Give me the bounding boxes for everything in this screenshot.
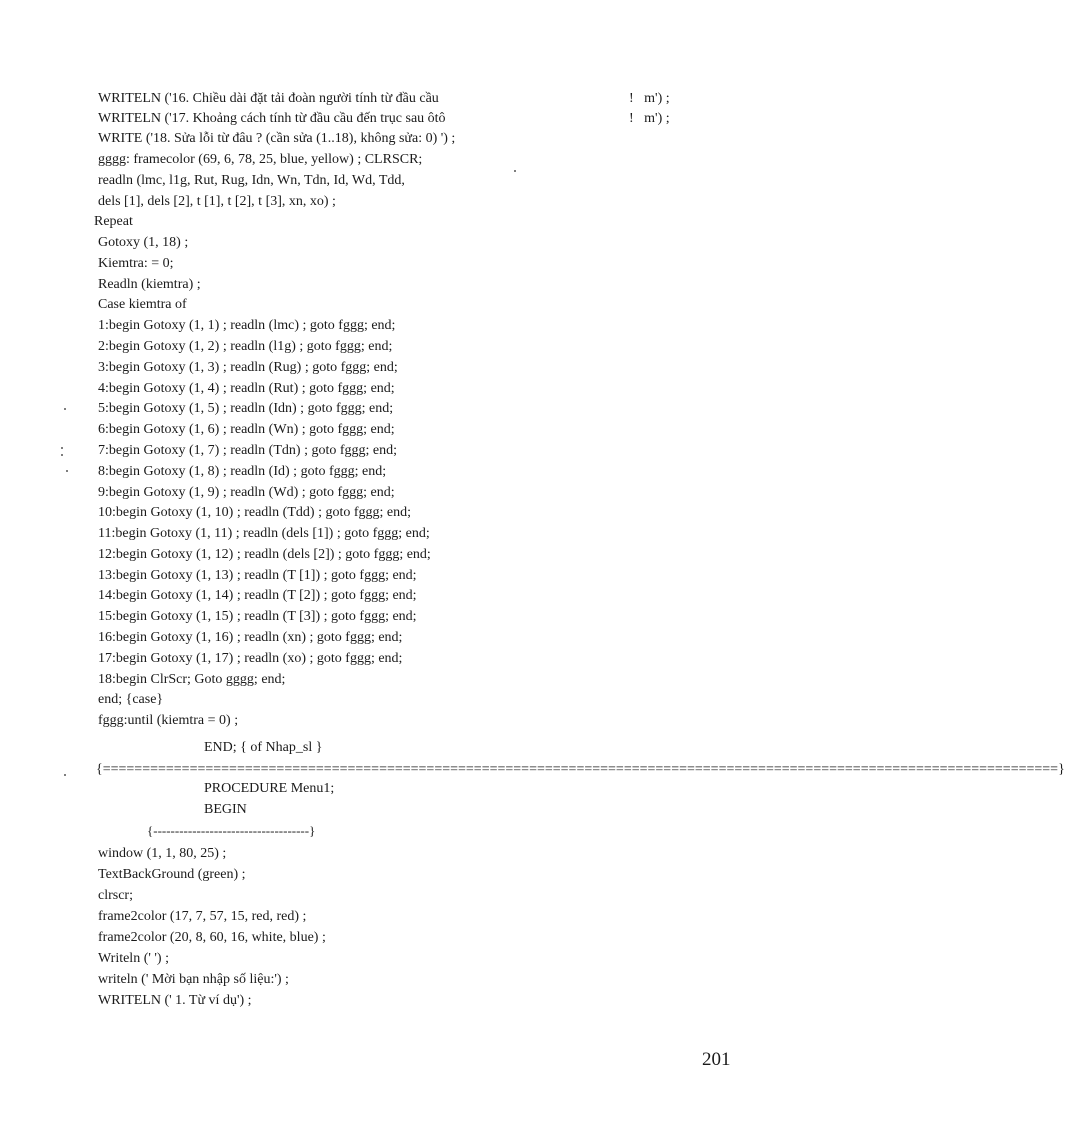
code-line-22: 11:begin Gotoxy (1, 11) ; readln (dels [1]) ; goto fggg; end;: [98, 526, 430, 541]
code-line-1: WRITELN ('16. Chiều dài đặt tải đoàn người tính từ đầu cầu: [98, 91, 439, 106]
code-line-28: 17:begin Gotoxy (1, 17) ; readln (xo) ; goto fggg; end;: [98, 651, 403, 666]
end-nhap-sl-line: END; { of Nhap_sl }: [204, 740, 323, 755]
right-column-text-1: ! m') ;: [629, 91, 670, 106]
code-line-13: 2:begin Gotoxy (1, 2) ; readln (l1g) ; goto fggg; end;: [98, 339, 393, 354]
code-line-7: Repeat: [94, 214, 133, 229]
tail-line-6: Writeln (' ') ;: [98, 951, 169, 966]
begin-keyword: BEGIN: [204, 802, 247, 817]
procedure-heading: PROCEDURE Menu1;: [204, 781, 335, 796]
tail-line-8: WRITELN (' 1. Từ ví dụ') ;: [98, 993, 252, 1008]
tail-line-4: frame2color (17, 7, 57, 15, red, red) ;: [98, 909, 307, 924]
code-line-18: 7:begin Gotoxy (1, 7) ; readln (Tdn) ; goto fggg; end;: [98, 443, 397, 458]
code-line-15: 4:begin Gotoxy (1, 4) ; readln (Rut) ; goto fggg; end;: [98, 381, 395, 396]
code-line-4: gggg: framecolor (69, 6, 78, 25, blue, yellow) ; CLRSCR;: [98, 152, 423, 167]
code-line-31: fggg:until (kiemtra = 0) ;: [98, 713, 239, 728]
code-line-3: WRITE ('18. Sửa lỗi từ đâu ? (cần sửa (1..18), không sửa: 0) ') ;: [98, 131, 456, 146]
scan-speck: [514, 170, 516, 172]
code-line-27: 16:begin Gotoxy (1, 16) ; readln (xn) ; goto fggg; end;: [98, 630, 403, 645]
tail-line-3: clrscr;: [98, 888, 133, 903]
scan-speck: [64, 774, 66, 776]
code-line-9: Kiemtra: = 0;: [98, 256, 174, 271]
code-line-24: 13:begin Gotoxy (1, 13) ; readln (T [1]) ; goto fggg; end;: [98, 568, 417, 583]
code-line-23: 12:begin Gotoxy (1, 12) ; readln (dels [2]) ; goto fggg; end;: [98, 547, 431, 562]
tail-line-1: window (1, 1, 80, 25) ;: [98, 846, 227, 861]
code-line-29: 18:begin ClrScr; Goto gggg; end;: [98, 672, 286, 687]
code-line-6: dels [1], dels [2], t [1], t [2], t [3], xn, xo) ;: [98, 194, 336, 209]
right-column-text-2: ! m') ;: [629, 111, 670, 126]
code-line-10: Readln (kiemtra) ;: [98, 277, 201, 292]
code-line-5: readln (lmc, l1g, Rut, Rug, Idn, Wn, Tdn, Id, Wd, Tdd,: [98, 173, 405, 188]
code-line-20: 9:begin Gotoxy (1, 9) ; readln (Wd) ; goto fggg; end;: [98, 485, 395, 500]
code-line-14: 3:begin Gotoxy (1, 3) ; readln (Rug) ; goto fggg; end;: [98, 360, 398, 375]
code-line-21: 10:begin Gotoxy (1, 10) ; readln (Tdd) ; goto fggg; end;: [98, 505, 411, 520]
code-line-30: end; {case}: [98, 692, 164, 707]
tail-line-7: writeln (' Mời bạn nhập số liệu:') ;: [98, 972, 289, 987]
scan-speck: [61, 447, 63, 449]
code-line-26: 15:begin Gotoxy (1, 15) ; readln (T [3]) ; goto fggg; end;: [98, 609, 417, 624]
separator-line: {=========================================================================================================================}: [96, 762, 1065, 777]
scan-speck: [61, 454, 63, 456]
tail-line-5: frame2color (20, 8, 60, 16, white, blue) ;: [98, 930, 326, 945]
code-line-17: 6:begin Gotoxy (1, 6) ; readln (Wn) ; goto fggg; end;: [98, 422, 395, 437]
code-line-8: Gotoxy (1, 18) ;: [98, 235, 189, 250]
code-line-16: 5:begin Gotoxy (1, 5) ; readln (Idn) ; goto fggg; end;: [98, 401, 394, 416]
scan-speck: [64, 408, 66, 410]
code-line-25: 14:begin Gotoxy (1, 14) ; readln (T [2]) ; goto fggg; end;: [98, 588, 417, 603]
code-line-11: Case kiemtra of: [98, 297, 187, 312]
scan-speck: [66, 470, 68, 472]
code-line-2: WRITELN ('17. Khoảng cách tính từ đầu cầu đến trục sau ôtô: [98, 111, 446, 126]
tail-line-2: TextBackGround (green) ;: [98, 867, 246, 882]
page-number: 201: [702, 1049, 731, 1070]
code-line-19: 8:begin Gotoxy (1, 8) ; readln (Id) ; goto fggg; end;: [98, 464, 387, 479]
code-line-12: 1:begin Gotoxy (1, 1) ; readln (lmc) ; goto fggg; end;: [98, 318, 396, 333]
comment-divider: {------------------------------------}: [147, 823, 316, 838]
